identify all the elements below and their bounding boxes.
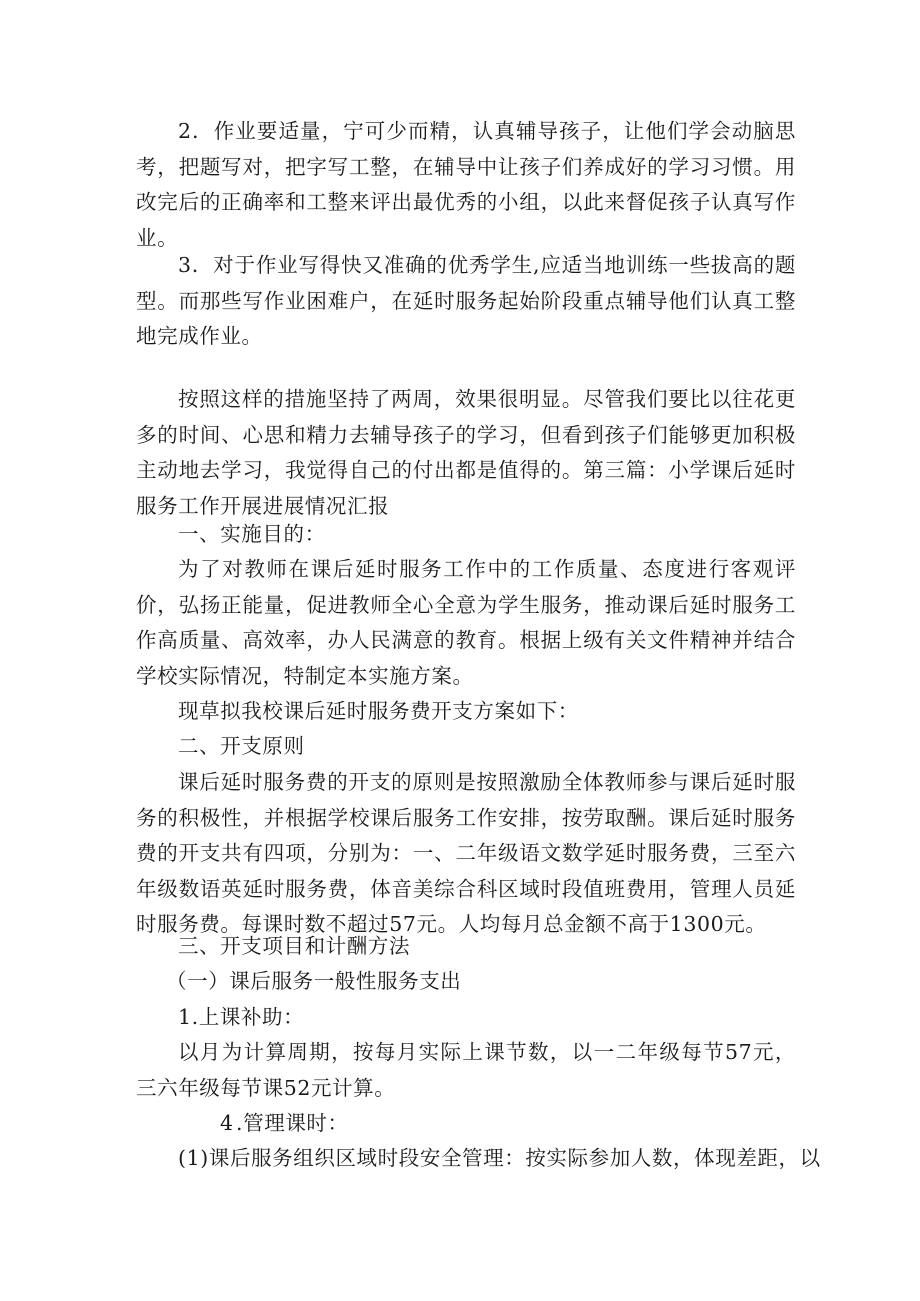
paragraph-excellent-students: 3．对于作业写得快又准确的优秀学生,应适当地训练一些拔高的题型。而那些写作业困难户，在延时服务起始阶段重点辅导他们认真工整地完成作业。 <box>136 253 796 348</box>
paragraph-principle-detail: 课后延时服务费的开支的原则是按照激励全体教师参与课后延时服务的积极性，并根据学校课后服务工作安排，按劳取酬。课后延时服务费的开支共有四项，分别为：一、二年级语文数学延时服务费，三至六年级数语英延时服务费，体音美综合科区域时段值班费用，管理人员延时服务费。每课时数不超过57元。人均每月总金额不高于1300元。 <box>136 770 796 936</box>
heading-general-service-expenditure: （一）课后服务一般性服务支出 <box>166 969 462 993</box>
heading-implementation-purpose: 一、实施目的： <box>178 522 326 546</box>
paragraph-safety-management: (1)课后服务组织区域时段安全管理：按实际参加人数，体现差距，以 <box>178 1146 821 1170</box>
heading-expenditure-items: 三、开支项目和计酬方法 <box>178 934 411 958</box>
heading-management-hours <box>136 1106 796 1142</box>
heading-management-hours-number: 4 <box>220 1111 234 1135</box>
heading-expenditure-principle: 二、开支原则 <box>178 734 305 758</box>
paragraph-purpose-detail: 为了对教师在课后延时服务工作中的工作质量、态度进行客观评价，弘扬正能量，促进教师全心全意为学生服务，推动课后延时服务工作高质量、高效率，办人民满意的教育。根据上级有关文件精神并结合学校实际情况，特制定本实施方案。 <box>136 557 796 688</box>
paragraph-subsidy-detail: 以月为计算周期，按每月实际上课节数，以一二年级每节57元，三六年级每节课52元计算。 <box>136 1040 796 1100</box>
heading-management-hours-text: .管理课时： <box>236 1111 349 1135</box>
paragraph-homework-amount: 2．作业要适量，宁可少而精，认真辅导孩子，让他们学会动脑思考，把题写对，把字写工整，在辅导中让孩子们养成好的学习习惯。用改完后的正确率和工整来评出最优秀的小组，以此来督促孩子认真写作业。 <box>136 119 796 250</box>
heading-class-subsidy: 1.上课补助： <box>178 1005 305 1029</box>
paragraph-two-weeks-result: 按照这样的措施坚持了两周，效果很明显。尽管我们要比以往花更多的时间、心思和精力去辅导孩子的学习，但看到孩子们能够更加积极主动地去学习，我觉得自己的付出都是值得的。第三篇：小学课后延时服务工作开展进展情况汇报 <box>136 387 796 518</box>
paragraph-draft-plan: 现草拟我校课后延时服务费开支方案如下： <box>178 699 579 723</box>
